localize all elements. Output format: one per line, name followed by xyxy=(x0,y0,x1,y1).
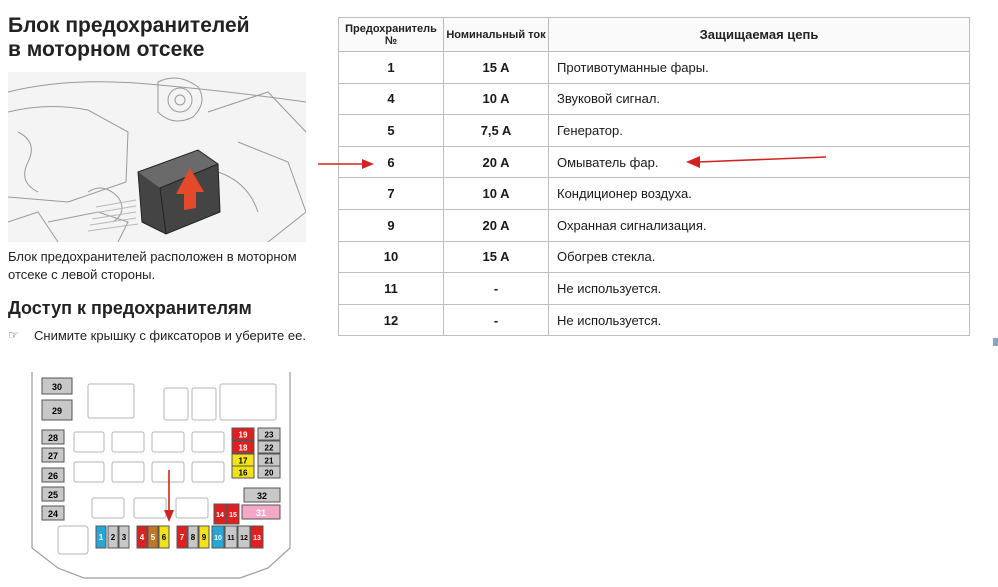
location-caption: Блок предохранителей расположен в моторном отсеке с левой стороны. xyxy=(8,249,297,282)
table-row xyxy=(339,304,970,336)
fuse-9 xyxy=(199,526,209,548)
svg-text:21: 21 xyxy=(264,456,274,466)
engine-bay-photo xyxy=(8,72,306,242)
fuse-3 xyxy=(119,526,129,548)
fuse-29 xyxy=(42,400,72,420)
fuse-20 xyxy=(258,466,280,478)
protected-circuit: Кондиционер воздуха. xyxy=(549,178,970,210)
protected-circuit: Не используется. xyxy=(549,304,970,336)
fuse-table xyxy=(338,17,970,336)
fuse-number: 12 xyxy=(339,304,444,336)
fuse-26 xyxy=(42,468,64,482)
svg-text:28: 28 xyxy=(47,433,59,443)
fuse-16 xyxy=(232,466,254,478)
scroll-edge-marker xyxy=(993,338,998,346)
rated-current: 20 A xyxy=(444,146,549,178)
fuse-12 xyxy=(238,526,250,548)
access-title: Доступ к предохранителям xyxy=(8,298,252,318)
protected-circuit: Противотуманные фары. xyxy=(549,52,970,84)
header-protected-circuit: Защищаемая цепь xyxy=(549,18,970,52)
svg-text:1: 1 xyxy=(98,533,104,542)
fuse-25 xyxy=(42,487,64,501)
fuse-7 xyxy=(177,526,187,548)
svg-text:20: 20 xyxy=(264,468,274,478)
fuse-17 xyxy=(232,454,254,466)
fuse-box-diagram xyxy=(28,372,296,580)
protected-circuit: Омыватель фар. xyxy=(549,146,970,178)
fuse-8 xyxy=(188,526,198,548)
fuse-15 xyxy=(227,504,239,524)
svg-text:17: 17 xyxy=(238,456,248,466)
svg-text:27: 27 xyxy=(47,451,59,461)
table-row xyxy=(339,83,970,115)
fuse-32 xyxy=(244,488,280,502)
fuse-number: 10 xyxy=(339,241,444,273)
table-row xyxy=(339,52,970,84)
rated-current: 10 A xyxy=(444,83,549,115)
page-title-line1: Блок предохранителей xyxy=(8,14,250,37)
rated-current: 7,5 A xyxy=(444,115,549,147)
fuse-2 xyxy=(108,526,118,548)
svg-text:6: 6 xyxy=(161,533,167,542)
fuse-14 xyxy=(214,504,226,524)
svg-text:14: 14 xyxy=(216,512,224,519)
fuse-table-header xyxy=(339,18,970,52)
fuse-18 xyxy=(232,441,254,453)
svg-text:16: 16 xyxy=(238,468,248,478)
rated-current: - xyxy=(444,273,549,305)
table-row xyxy=(339,273,970,305)
svg-text:5: 5 xyxy=(150,533,156,542)
fuse-13 xyxy=(251,526,263,548)
fuse-11 xyxy=(225,526,237,548)
protected-circuit: Звуковой сигнал. xyxy=(549,83,970,115)
rated-current: 15 A xyxy=(444,52,549,84)
page-title xyxy=(8,14,298,62)
svg-text:12: 12 xyxy=(240,535,248,542)
svg-text:11: 11 xyxy=(227,535,235,542)
svg-text:31: 31 xyxy=(255,508,267,518)
svg-text:30: 30 xyxy=(51,382,63,392)
svg-text:7: 7 xyxy=(179,533,185,542)
protected-circuit: Генератор. xyxy=(549,115,970,147)
fuse-21 xyxy=(258,454,280,466)
svg-text:2: 2 xyxy=(110,533,116,542)
table-row xyxy=(339,178,970,210)
svg-text:26: 26 xyxy=(47,471,59,481)
header-rated-current: Номинальный ток xyxy=(444,18,549,52)
fuse-27 xyxy=(42,448,64,462)
fuse-number: 4 xyxy=(339,83,444,115)
table-row xyxy=(339,209,970,241)
svg-text:24: 24 xyxy=(47,509,59,519)
fuse-number: 11 xyxy=(339,273,444,305)
fuse-23 xyxy=(258,428,280,440)
protected-circuit: Не используется. xyxy=(549,273,970,305)
svg-text:23: 23 xyxy=(264,430,274,440)
svg-text:9: 9 xyxy=(201,533,207,542)
fuse-6 xyxy=(159,526,169,548)
svg-text:29: 29 xyxy=(51,406,63,416)
svg-text:13: 13 xyxy=(253,535,261,542)
fuse-5 xyxy=(148,526,158,548)
svg-text:8: 8 xyxy=(190,533,196,542)
fuse-24 xyxy=(42,506,64,520)
page-title-line2: в моторном отсеке xyxy=(8,38,205,61)
svg-text:22: 22 xyxy=(264,443,274,453)
svg-text:4: 4 xyxy=(139,533,145,542)
svg-text:3: 3 xyxy=(121,533,127,542)
fuse-number: 9 xyxy=(339,209,444,241)
protected-circuit: Обогрев стекла. xyxy=(549,241,970,273)
svg-text:15: 15 xyxy=(229,512,237,519)
svg-text:25: 25 xyxy=(47,490,59,500)
fuse-30 xyxy=(42,378,72,394)
rated-current: 20 A xyxy=(444,209,549,241)
pointing-hand-icon: ☞ xyxy=(8,328,19,342)
table-row xyxy=(339,241,970,273)
fuse-1 xyxy=(96,526,106,548)
fuse-31 xyxy=(242,505,280,519)
fuse-number: 7 xyxy=(339,178,444,210)
fuse-28 xyxy=(42,430,64,444)
row-pointer-arrow-left xyxy=(318,158,374,170)
table-row-highlighted xyxy=(339,146,970,178)
rated-current: 10 A xyxy=(444,178,549,210)
fuse-22 xyxy=(258,441,280,453)
rated-current: - xyxy=(444,304,549,336)
svg-text:19: 19 xyxy=(238,430,248,440)
access-step-text: Снимите крышку с фиксаторов и уберите ее. xyxy=(34,328,306,343)
fuse-4 xyxy=(137,526,147,548)
protected-circuit: Охранная сигнализация. xyxy=(549,209,970,241)
row-pointer-arrow-right xyxy=(686,152,826,170)
fuse-number: 5 xyxy=(339,115,444,147)
table-row xyxy=(339,115,970,147)
fuse-19 xyxy=(232,428,254,440)
svg-text:10: 10 xyxy=(214,535,222,542)
fuse-number: 6 xyxy=(339,146,444,178)
access-step xyxy=(8,326,306,345)
header-fuse-number: Предохранитель № xyxy=(339,18,444,52)
fuse-10 xyxy=(212,526,224,548)
svg-text:32: 32 xyxy=(256,491,268,501)
rated-current: 15 A xyxy=(444,241,549,273)
fuse-number: 1 xyxy=(339,52,444,84)
svg-text:18: 18 xyxy=(238,443,248,453)
